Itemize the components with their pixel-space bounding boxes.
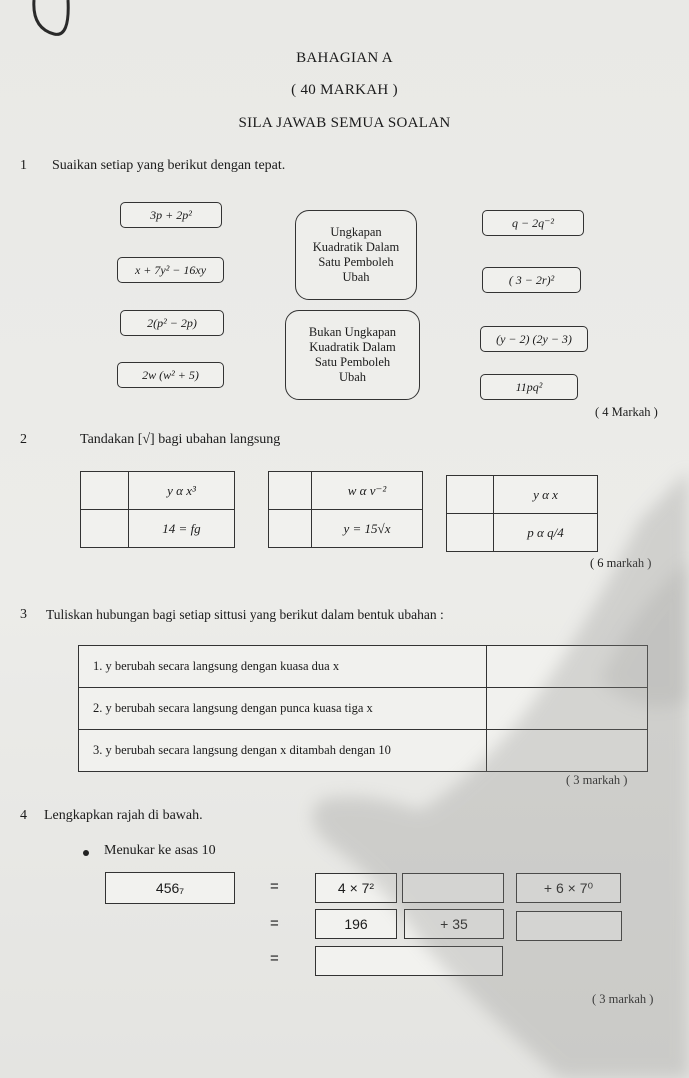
q1-left-item[interactable]: 2(p² − 2p) bbox=[120, 310, 224, 336]
q1-category-box[interactable] bbox=[295, 210, 417, 300]
table-row bbox=[79, 646, 648, 688]
expression-cell: y α x bbox=[494, 476, 598, 514]
tick-cell[interactable] bbox=[447, 476, 494, 514]
answer-cell[interactable] bbox=[487, 730, 648, 772]
q4-marks: ( 3 markah ) bbox=[592, 992, 654, 1006]
q1-right-item[interactable]: (y − 2) (2y − 3) bbox=[480, 326, 588, 352]
q1-right-item[interactable]: q − 2q⁻² bbox=[482, 210, 584, 236]
answer-cell[interactable] bbox=[487, 646, 648, 688]
q4-number: 4 bbox=[20, 808, 27, 823]
q1-category-line: Kuadratik Dalam bbox=[309, 340, 396, 354]
q1-category-line: Satu Pemboleh bbox=[314, 355, 391, 369]
q1-text: Suaikan setiap yang berikut dengan tepat. bbox=[52, 158, 286, 173]
tick-cell[interactable] bbox=[269, 472, 312, 510]
answer-box[interactable] bbox=[516, 911, 622, 941]
q3-table bbox=[78, 645, 648, 772]
answer-box[interactable] bbox=[402, 873, 504, 903]
expression-cell: p α q/4 bbox=[494, 514, 598, 552]
table-row bbox=[81, 510, 235, 548]
expression-cell: y = 15√x bbox=[312, 510, 423, 548]
q1-left-item[interactable]: x + 7y² − 16xy bbox=[117, 257, 224, 283]
answer-cell[interactable] bbox=[487, 688, 648, 730]
q3-marks: ( 3 markah ) bbox=[566, 773, 628, 787]
term-box[interactable]: 196 bbox=[315, 909, 397, 939]
equals-sign: = bbox=[270, 950, 279, 967]
term-box[interactable]: 4 × 7² bbox=[315, 873, 397, 903]
q1-number: 1 bbox=[20, 158, 27, 173]
table-row bbox=[269, 510, 423, 548]
term-box[interactable]: + 6 × 7⁰ bbox=[516, 873, 621, 903]
start-number-box: 456₇ bbox=[105, 872, 235, 904]
q1-category-line: Satu Pemboleh bbox=[318, 255, 394, 269]
situation-cell: 3. y berubah secara langsung dengan x ditambah dengan 10 bbox=[79, 730, 487, 772]
situation-cell: 1. y berubah secara langsung dengan kuasa dua x bbox=[79, 646, 487, 688]
q3-text: Tuliskan hubungan bagi setiap sittusi yang berikut dalam bentuk ubahan : bbox=[46, 607, 444, 622]
instruction: SILA JAWAB SEMUA SOALAN bbox=[238, 115, 451, 131]
q1-category-box[interactable] bbox=[285, 310, 420, 400]
tick-cell[interactable] bbox=[81, 472, 129, 510]
q2-table-3 bbox=[446, 475, 598, 552]
q1-left-item[interactable]: 3p + 2p² bbox=[120, 202, 222, 228]
q1-right-item[interactable]: 11pq² bbox=[480, 374, 578, 400]
q1-category-line: Bukan Ungkapan bbox=[308, 325, 397, 339]
q1-left-item[interactable]: 2w (w² + 5) bbox=[117, 362, 224, 388]
q1-category-line: Ungkapan bbox=[330, 225, 382, 239]
tick-cell[interactable] bbox=[269, 510, 312, 548]
staple-mark bbox=[30, 0, 75, 48]
bullet-icon bbox=[83, 850, 89, 856]
q4-text: Lengkapkan rajah di bawah. bbox=[44, 808, 203, 823]
q2-number: 2 bbox=[20, 432, 27, 447]
situation-cell: 2. y berubah secara langsung dengan punca kuasa tiga x bbox=[79, 688, 487, 730]
q1-category-line: Ubah bbox=[338, 370, 367, 384]
expression-cell: 14 = fg bbox=[129, 510, 235, 548]
table-row bbox=[79, 730, 648, 772]
q2-text: Tandakan [√] bagi ubahan langsung bbox=[80, 432, 281, 447]
term-box[interactable]: + 35 bbox=[404, 909, 504, 939]
q1-marks: ( 4 Markah ) bbox=[595, 405, 658, 419]
equals-sign: = bbox=[270, 878, 279, 895]
table-row bbox=[447, 514, 598, 552]
section-title: BAHAGIAN A bbox=[296, 50, 393, 66]
q1-right-item[interactable]: ( 3 − 2r)² bbox=[482, 267, 581, 293]
q1-category-line: Ubah bbox=[342, 270, 370, 284]
table-row bbox=[269, 472, 423, 510]
expression-cell: w α v⁻² bbox=[312, 472, 423, 510]
tick-cell[interactable] bbox=[81, 510, 129, 548]
equals-sign: = bbox=[270, 915, 279, 932]
q4-bullet-text: Menukar ke asas 10 bbox=[104, 843, 216, 858]
table-row bbox=[81, 472, 235, 510]
q2-table-1 bbox=[80, 471, 235, 548]
tick-cell[interactable] bbox=[447, 514, 494, 552]
table-row bbox=[79, 688, 648, 730]
q1-category-line: Kuadratik Dalam bbox=[312, 240, 400, 254]
final-answer-box[interactable] bbox=[315, 946, 503, 976]
section-marks: ( 40 MARKAH ) bbox=[291, 82, 398, 98]
expression-cell: y α x³ bbox=[129, 472, 235, 510]
table-row bbox=[447, 476, 598, 514]
q3-number: 3 bbox=[20, 607, 27, 622]
q2-table-2 bbox=[268, 471, 423, 548]
q2-marks: ( 6 markah ) bbox=[590, 556, 652, 570]
